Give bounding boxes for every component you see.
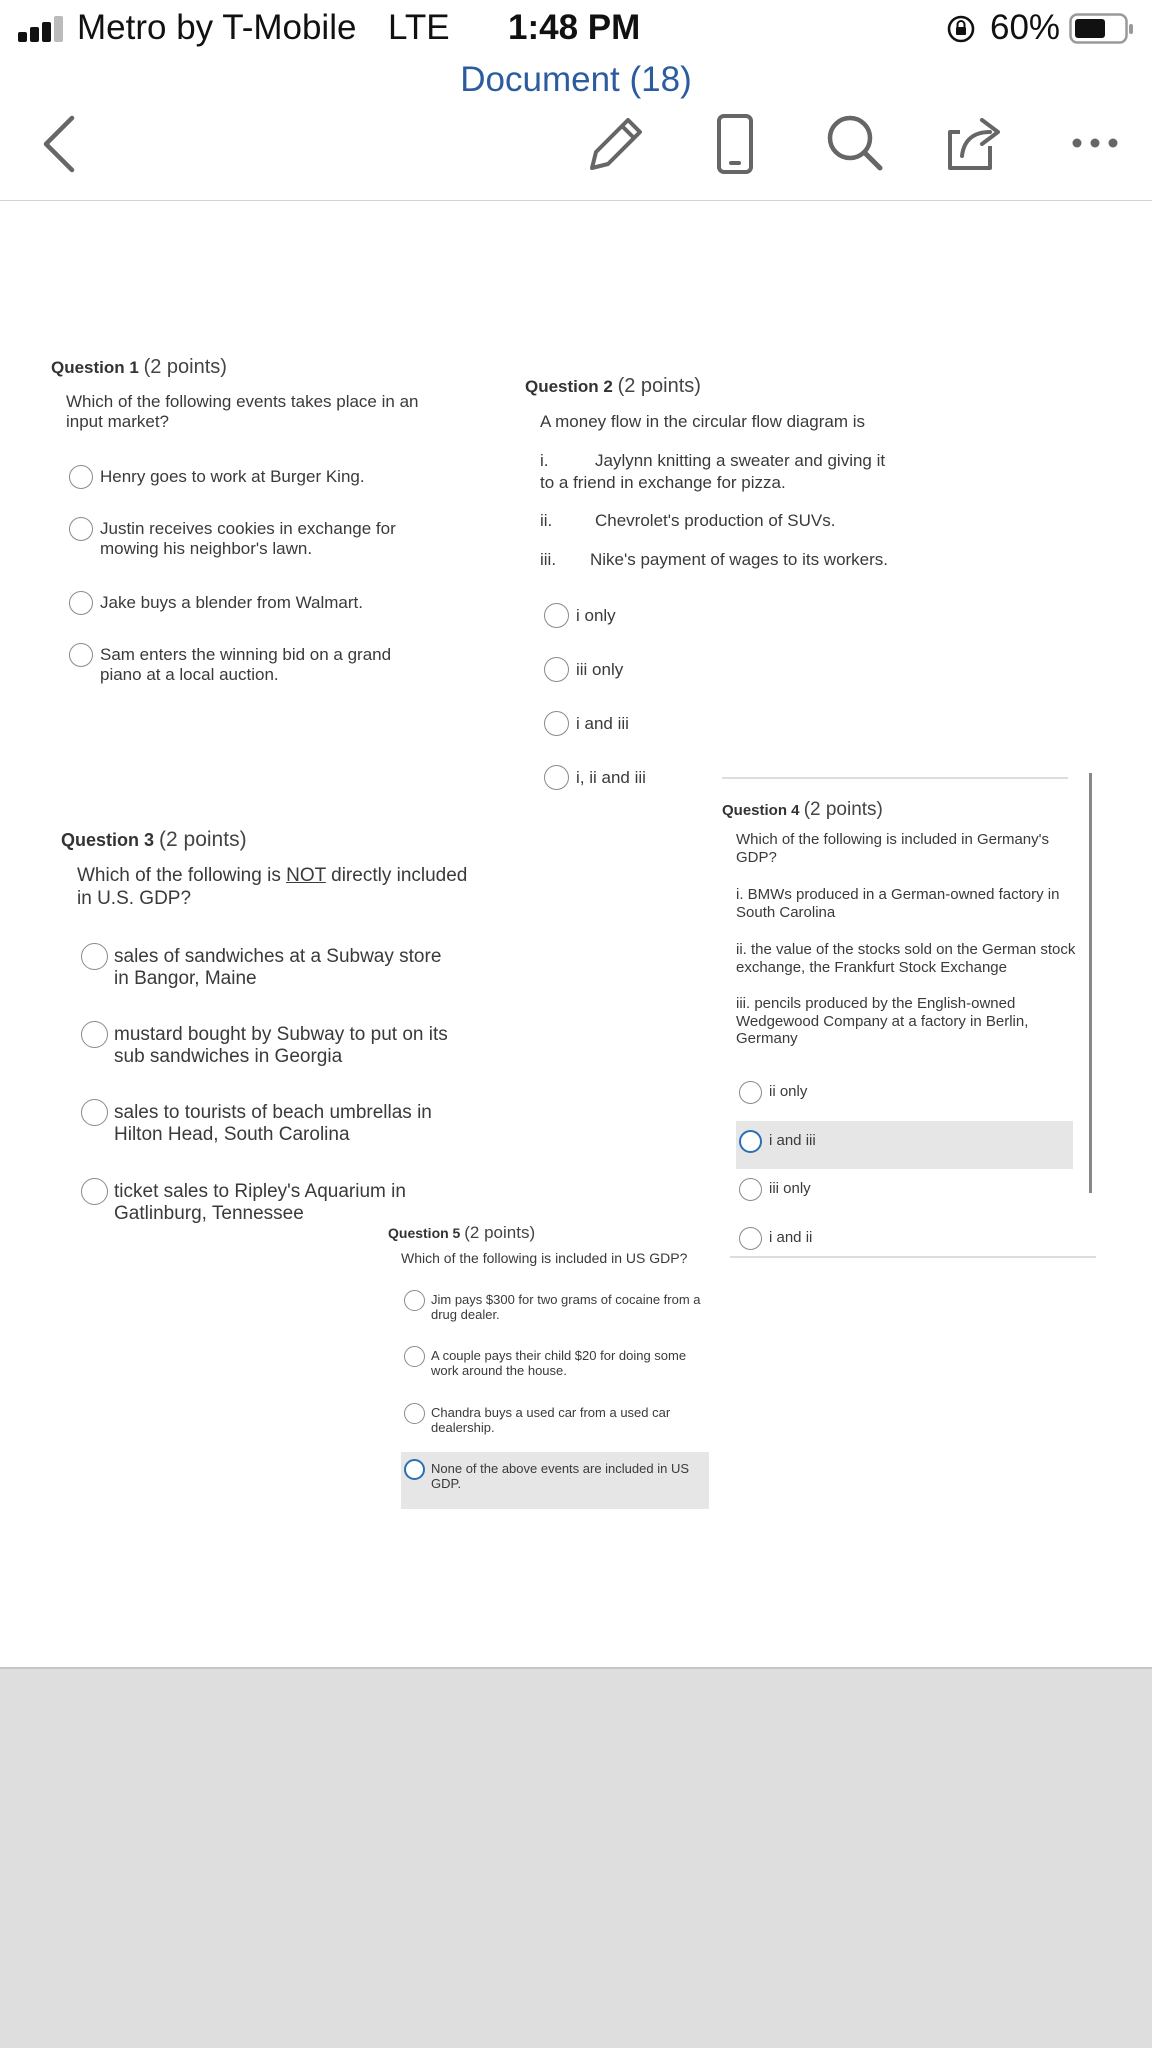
q4-top-divider	[722, 777, 1068, 779]
q4-option-4-radio[interactable]	[739, 1227, 762, 1250]
q2-item-3-text: Nike's payment of wages to its workers.	[590, 550, 889, 569]
status-bar	[0, 0, 1152, 58]
question-3-prompt: Which of the following is NOT directly included	[77, 865, 468, 886]
q2-option-3-radio[interactable]	[544, 711, 569, 736]
q4-option-3-label[interactable]: iii only	[769, 1180, 811, 1197]
q1-option-4-label[interactable]: Sam enters the winning bid on a grand piano at a local auction.	[100, 645, 392, 685]
question-4-prompt: Which of the following is included in Germany's GDP?	[736, 831, 1050, 866]
q5-option-1-radio[interactable]	[404, 1290, 425, 1311]
q2-option-1-radio[interactable]	[544, 603, 569, 628]
q1-option-2-radio[interactable]	[69, 517, 93, 541]
phone-icon[interactable]	[700, 110, 770, 180]
q2-item-1-num: i.	[540, 451, 549, 470]
question-1-header: Question 1 (2 points)	[51, 356, 227, 378]
share-icon[interactable]	[940, 110, 1010, 180]
more-icon[interactable]	[1060, 110, 1130, 180]
q1-option-1-radio[interactable]	[69, 465, 93, 489]
q3-option-1-label[interactable]: sales of sandwiches at a Subway store in Bangor, Maine	[114, 946, 442, 990]
q5-option-3-label[interactable]: Chandra buys a used car from a used car dealership.	[431, 1405, 671, 1436]
q1-option-4-radio[interactable]	[69, 643, 93, 667]
q2-item-3-num: iii.	[540, 550, 557, 569]
q5-option-1-label[interactable]: Jim pays $300 for two grams of cocaine from a drug dealer.	[431, 1292, 701, 1323]
back-chevron-icon[interactable]	[30, 110, 100, 180]
q2-option-4-radio[interactable]	[544, 765, 569, 790]
question-3-header: Question 3 (2 points)	[61, 828, 247, 851]
q4-option-2-label[interactable]: i and iii	[769, 1132, 816, 1149]
battery-icon	[1069, 13, 1135, 45]
question-4-header: Question 4 (2 points)	[722, 799, 883, 820]
q2-item-1-cont: to a friend in exchange for pizza.	[540, 473, 786, 492]
document-title: Document (18)	[460, 60, 692, 99]
carrier-label: Metro by T-Mobile	[77, 8, 357, 47]
signal-icon	[18, 16, 66, 42]
q3-option-4-label[interactable]: ticket sales to Ripley's Aquarium in Gatlinburg, Tennessee	[114, 1181, 406, 1225]
q1-option-1-label[interactable]: Henry goes to work at Burger King.	[100, 467, 365, 486]
q5-option-2-label[interactable]: A couple pays their child $20 for doing some work around the house.	[431, 1348, 687, 1379]
rotation-lock-icon	[946, 14, 976, 44]
q4-option-1-label[interactable]: ii only	[769, 1083, 808, 1100]
q3-option-2-radio[interactable]	[81, 1021, 108, 1048]
q4-option-4-label[interactable]: i and ii	[769, 1229, 813, 1246]
q2-option-4-label[interactable]: i, ii and iii	[576, 768, 646, 787]
q2-item-2-num: ii.	[540, 511, 553, 530]
q3-option-4-radio[interactable]	[81, 1178, 108, 1205]
battery-percent: 60%	[990, 8, 1061, 47]
q5-option-4-radio[interactable]	[404, 1459, 425, 1480]
q2-item-1-text: Jaylynn knitting a sweater and giving it	[595, 451, 886, 470]
q1-option-3-radio[interactable]	[69, 591, 93, 615]
q4-item-1: i. BMWs produced in a German-owned factory in South Carolina	[736, 886, 1060, 921]
question-5-header: Question 5 (2 points)	[388, 1223, 536, 1242]
q3-option-3-radio[interactable]	[81, 1099, 108, 1126]
q3-option-1-radio[interactable]	[81, 943, 108, 970]
question-1-prompt: Which of the following events takes place in an input market?	[66, 392, 419, 432]
q3-option-2-label[interactable]: mustard bought by Subway to put on its sub sandwiches in Georgia	[114, 1024, 448, 1068]
scroll-indicator[interactable]	[1089, 773, 1092, 1193]
clock: 1:48 PM	[508, 8, 641, 47]
q2-option-2-label[interactable]: iii only	[576, 660, 624, 679]
question-3-prompt-line2: in U.S. GDP?	[77, 888, 192, 909]
q2-item-2-text: Chevrolet's production of SUVs.	[595, 511, 836, 530]
q2-option-3-label[interactable]: i and iii	[576, 714, 629, 733]
search-icon[interactable]	[820, 110, 890, 180]
question-2-header: Question 2 (2 points)	[525, 375, 701, 397]
q2-option-2-radio[interactable]	[544, 657, 569, 682]
q4-option-3-radio[interactable]	[739, 1178, 762, 1201]
q5-option-2-radio[interactable]	[404, 1346, 425, 1367]
q5-option-3-radio[interactable]	[404, 1403, 425, 1424]
question-2-prompt: A money flow in the circular flow diagram is	[540, 412, 866, 431]
page-bottom-edge	[0, 1667, 1152, 1669]
q1-option-2-label[interactable]: Justin receives cookies in exchange for mowing his neighbor's lawn.	[100, 519, 396, 559]
q4-option-2-radio[interactable]	[739, 1130, 762, 1153]
q4-option-1-radio[interactable]	[739, 1081, 762, 1104]
q1-option-3-label[interactable]: Jake buys a blender from Walmart.	[100, 593, 363, 612]
q5-option-4-label[interactable]: None of the above events are included in US GDP.	[431, 1461, 690, 1492]
network-label: LTE	[388, 8, 450, 47]
q4-bottom-divider	[730, 1256, 1096, 1258]
markup-pen-icon[interactable]	[580, 110, 650, 180]
question-5-prompt: Which of the following is included in US GDP?	[401, 1250, 688, 1266]
q4-item-3: iii. pencils produced by the English-owned Wedgewood Company at a factory in Berlin, Germany	[736, 995, 1029, 1048]
question-3-not-emphasis: NOT	[286, 865, 326, 886]
q3-option-3-label[interactable]: sales to tourists of beach umbrellas in Hilton Head, South Carolina	[114, 1102, 432, 1146]
q2-option-1-label[interactable]: i only	[576, 606, 616, 625]
q4-item-2: ii. the value of the stocks sold on the German stock exchange, the Frankfurt Stock Exchange	[736, 941, 1076, 976]
